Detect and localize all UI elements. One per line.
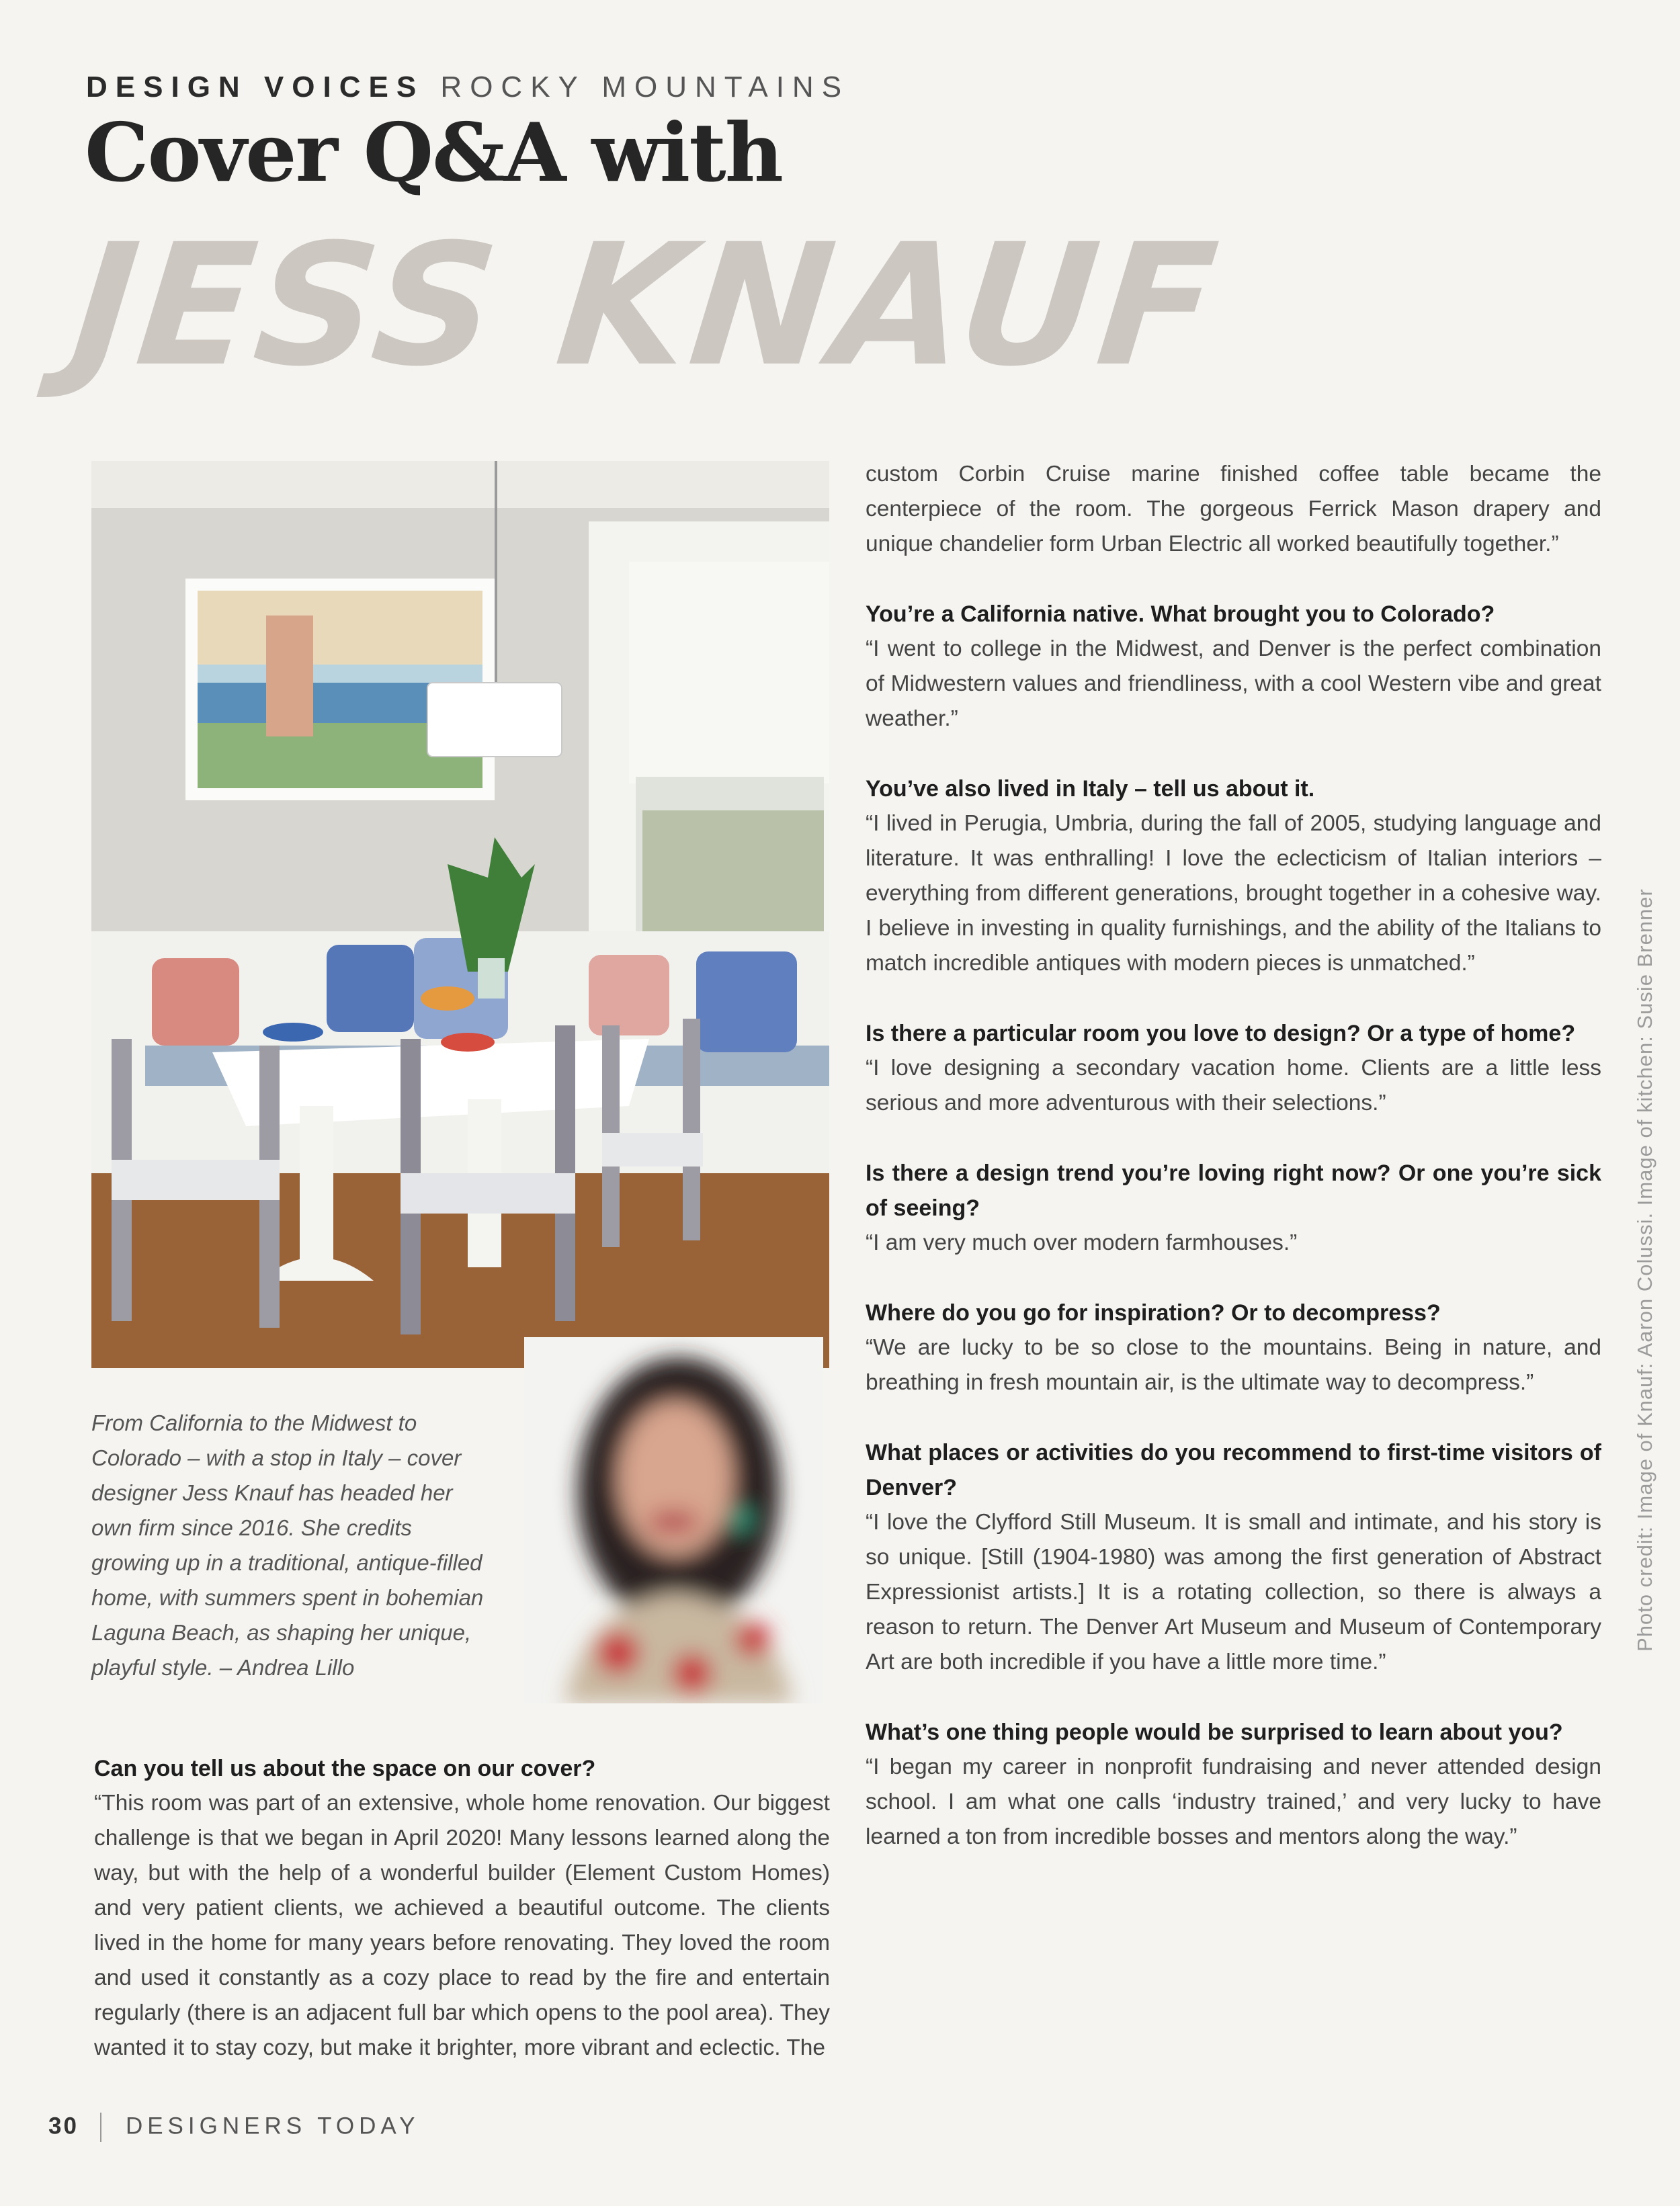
answer: “I went to college in the Midwest, and Denver is the perfect combination of Midwestern values and friendliness, with a cool Western vibe and great weather.” xyxy=(866,636,1601,731)
answer: “I lived in Perugia, Umbria, during the fall of 2005, studying language and literature. It was enthralling! I love the eclecticism of Italian interiors – everything from different generations, brought together in a cohesive way. I believe in investing in quality furnishings, and the ability of the Italians to match incredible antiques with modern pieces is unmatched.” xyxy=(866,811,1601,976)
intro-caption-text: From California to the Midwest to Colorado – with a stop in Italy – cover designer Jess Knauf has headed her own firm since 2016. She credits growing up in a traditional, antique-filled home, with summers spent in bohemian Laguna Beach, as shaping her unique, playful style. – Andrea Lillo xyxy=(91,1410,484,1680)
kitchen-illustration xyxy=(91,461,829,1368)
section-kicker xyxy=(86,71,849,104)
question: You’ve also lived in Italy – tell us about it. xyxy=(866,776,1315,802)
qa-block-cover-continued xyxy=(866,457,1601,562)
qa-block xyxy=(866,597,1601,736)
portrait-photo xyxy=(524,1337,823,1703)
question: What places or activities do you recommend to first-time visitors of Denver? xyxy=(866,1440,1601,1500)
question: Where do you go for inspiration? Or to decompress? xyxy=(866,1300,1441,1326)
question: Is there a particular room you love to design? Or a type of home? xyxy=(866,1021,1576,1046)
name-script-title: JESS KNAUF xyxy=(63,208,1228,403)
qa-block xyxy=(866,1435,1601,1680)
footer-divider xyxy=(100,2113,101,2142)
qa-block xyxy=(866,1296,1601,1400)
question: What’s one thing people would be surprised to learn about you? xyxy=(866,1720,1563,1745)
page-footer xyxy=(48,2113,420,2142)
question: You’re a California native. What brought you to Colorado? xyxy=(866,601,1495,627)
page-number: 30 xyxy=(48,2113,79,2139)
section-region: ROCKY MOUNTAINS xyxy=(440,71,850,103)
answer-cover-part2: custom Corbin Cruise marine finished coffee table became the centerpiece of the room. The gorgeous Ferrick Mason drapery and unique chandelier form Urban Electric all worked beautifully together.” xyxy=(866,462,1601,556)
question: Is there a design trend you’re loving right now? Or one you’re sick of seeing? xyxy=(866,1160,1601,1221)
intro-caption xyxy=(91,1406,495,1685)
answer: “I began my career in nonprofit fundraising and never attended design school. I am what one calls ‘industry trained,’ and very lucky to have learned a ton from incredible bosses and mentors along the way.” xyxy=(866,1754,1601,1849)
kitchen-nook-photo xyxy=(91,461,829,1368)
qa-block xyxy=(866,1016,1601,1121)
left-column xyxy=(94,1751,830,2066)
answer-cover-part1: “This room was part of an extensive, whole home renovation. Our biggest challenge is that we began in April 2020! Many lessons learned along the way, but with the help of a wonderful builder (Element Custom Homes) and very patient clients, we achieved a beautiful outcome. The clients lived in the home for many years before renovating. They loved the room and used it constantly as a cozy place to read by the fire and entertain regularly (there is an adjacent full bar which opens to the pool area). They wanted it to stay cozy, but make it brighter, more vibrant and eclectic. The xyxy=(94,1791,830,2060)
section-name: DESIGN VOICES xyxy=(86,71,425,103)
answer: “We are lucky to be so close to the mountains. Being in nature, and breathing in fresh mountain air, is the ultimate way to decompress.” xyxy=(866,1335,1601,1395)
qa-block xyxy=(866,1156,1601,1261)
headline: Cover Q&A with xyxy=(85,105,782,200)
qa-block xyxy=(866,1715,1601,1855)
answer: “I love designing a secondary vacation home. Clients are a little less serious and more adventurous with their selections.” xyxy=(866,1056,1601,1115)
qa-block xyxy=(866,771,1601,981)
question-cover: Can you tell us about the space on our cover? xyxy=(94,1756,596,1781)
portrait-illustration xyxy=(524,1337,823,1703)
photo-credit: Photo credit: Image of Knauf: Aaron Colussi. Image of kitchen: Susie Brenner xyxy=(1633,888,1656,1652)
magazine-name: DESIGNERS TODAY xyxy=(125,2113,420,2139)
answer: “I love the Clyfford Still Museum. It is small and intimate, and his story is so unique. [Still (1904-1980) was among the first generation of Abstract Expressionist artists.] It is a rotating collection, so there is always a reason to return. The Denver Art Museum and Museum of Contemporary Art are both incredible if you have a little more time.” xyxy=(866,1510,1601,1674)
right-column xyxy=(866,457,1601,1890)
answer: “I am very much over modern farmhouses.” xyxy=(866,1230,1298,1255)
